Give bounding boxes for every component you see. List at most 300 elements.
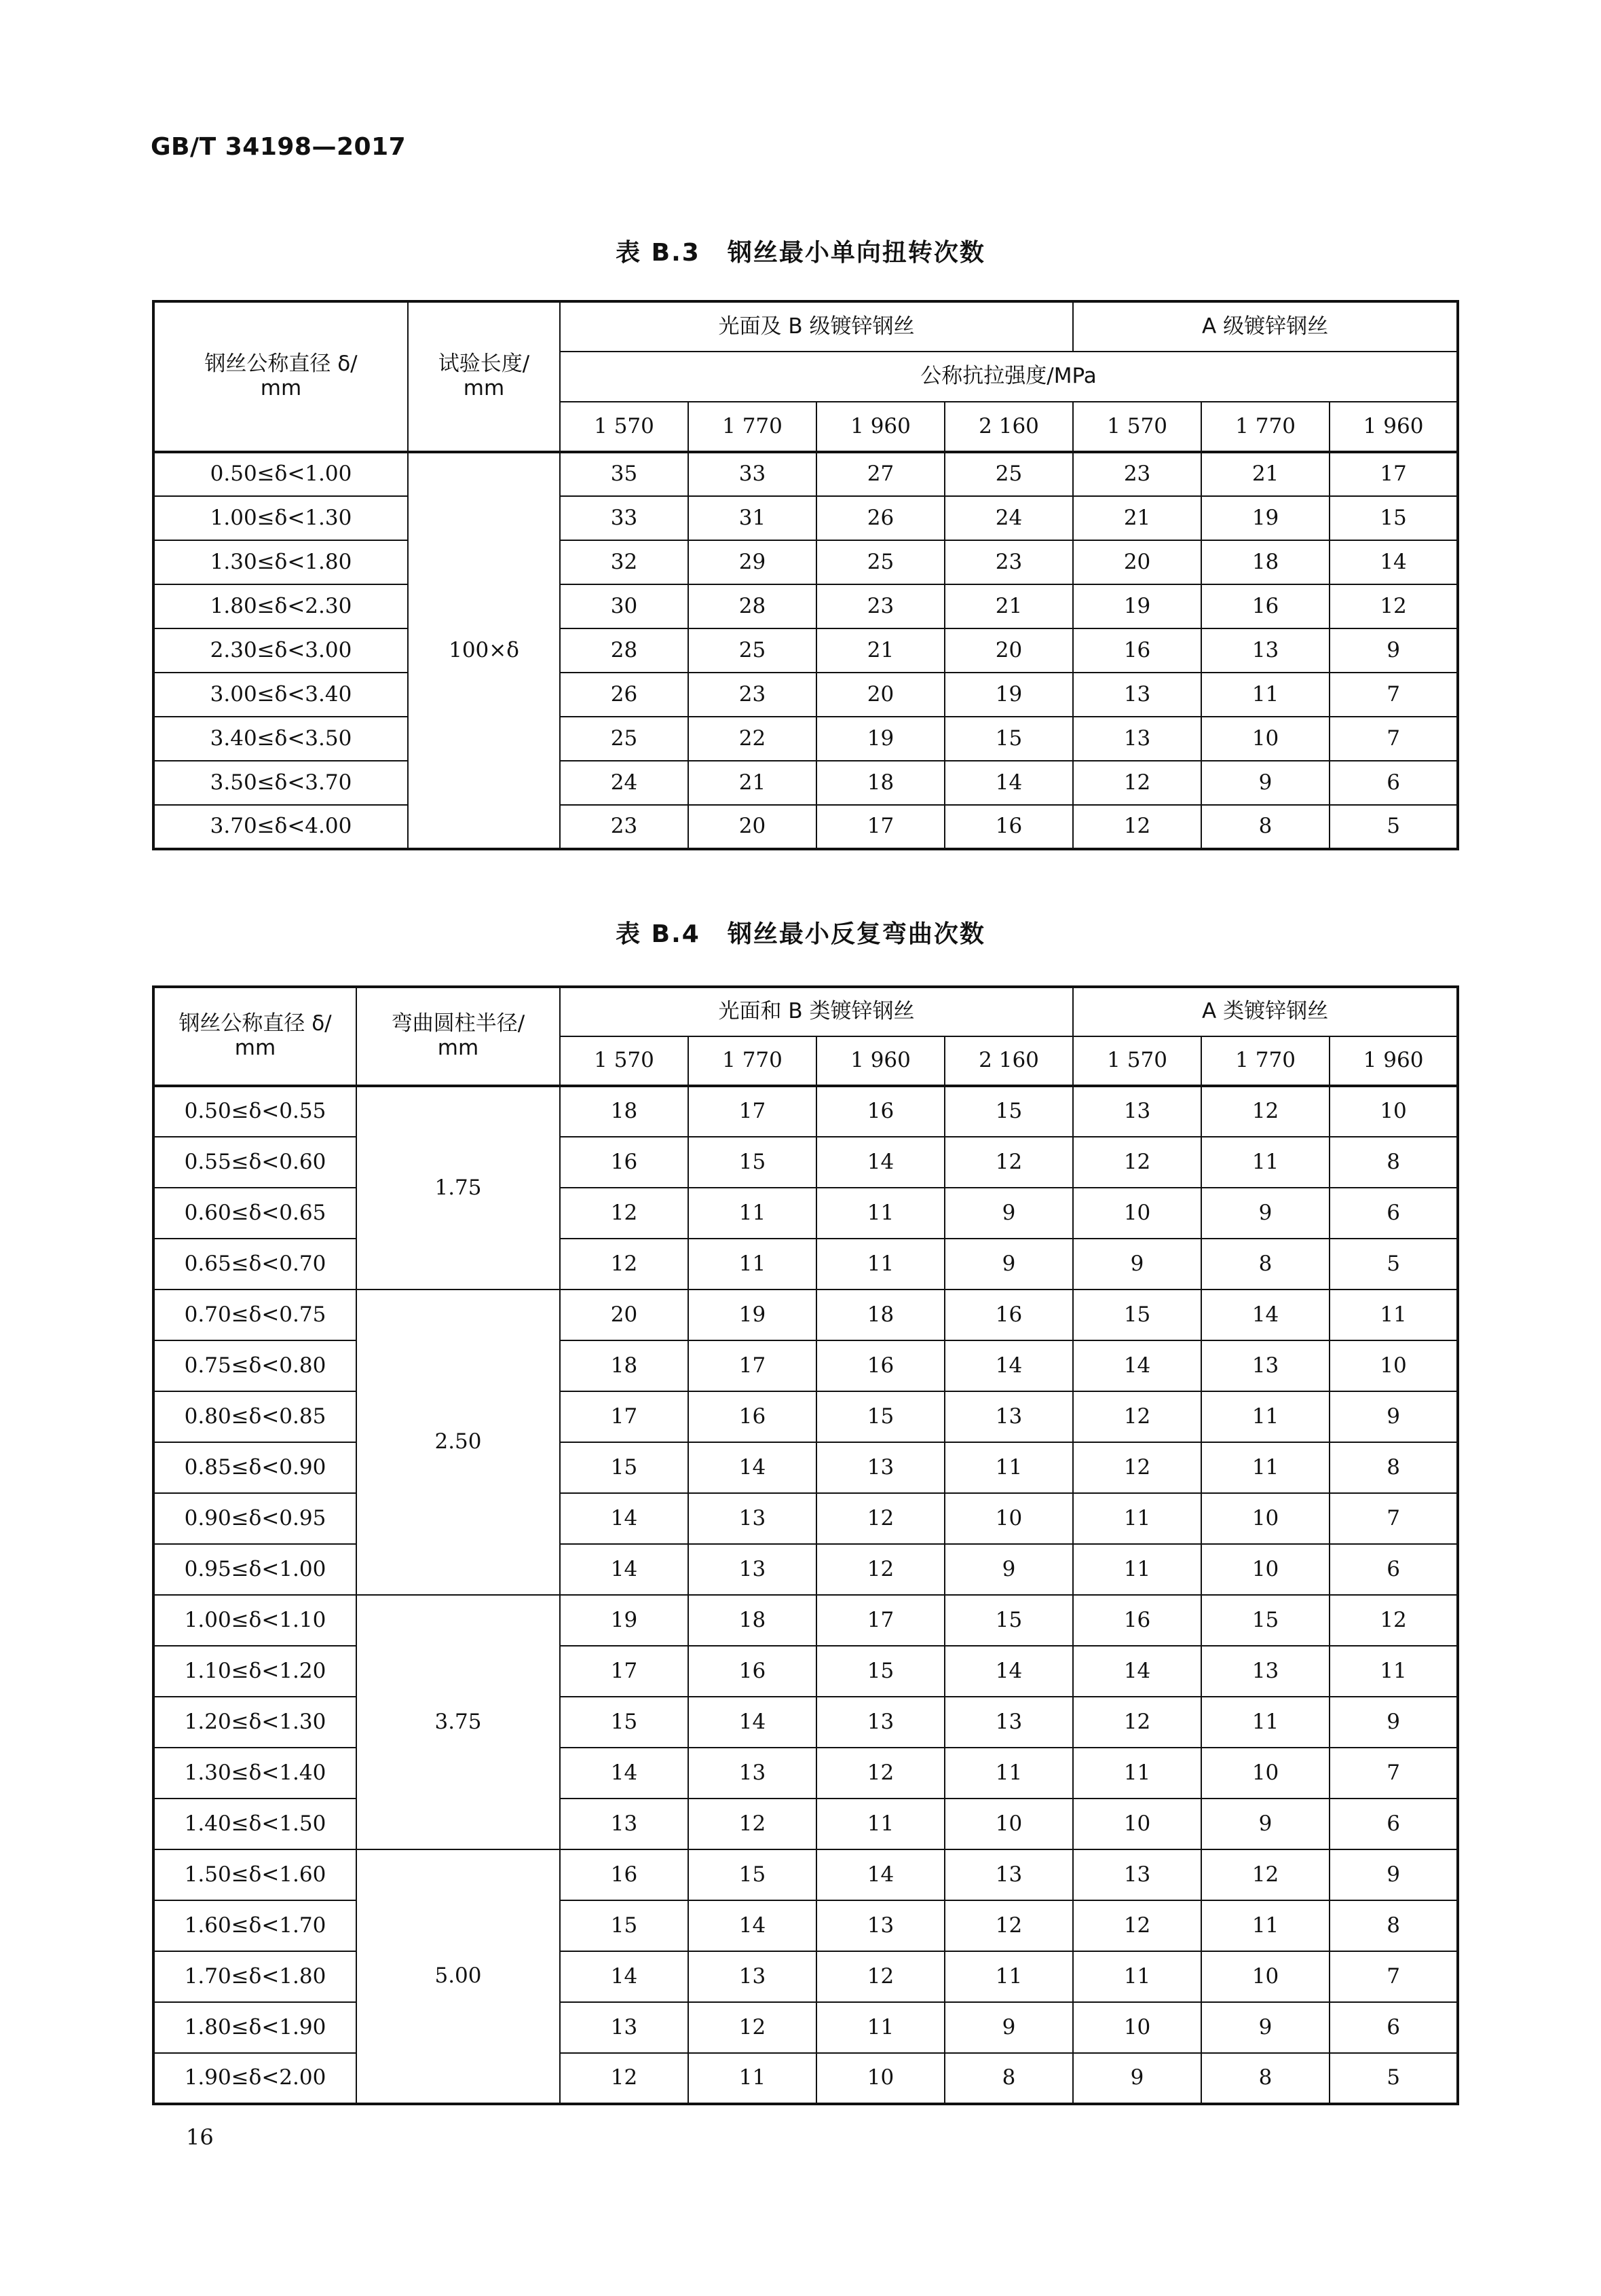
diameter-range-cell: 0.50≤δ<0.55 — [153, 1086, 356, 1137]
table-row — [153, 1849, 1458, 1900]
torsion-count-cell: 35 — [560, 452, 688, 496]
b3-header-diameter — [153, 301, 408, 452]
table-b4-number: 表 B.4 — [616, 920, 700, 948]
bend-count-cell: 12 — [945, 1137, 1073, 1188]
bend-count-cell: 12 — [1073, 1697, 1201, 1748]
torsion-count-cell: 21 — [1201, 452, 1330, 496]
table-row — [153, 1951, 1458, 2002]
bend-count-cell: 16 — [1073, 1595, 1201, 1646]
bend-count-cell: 14 — [1201, 1290, 1330, 1340]
torsion-count-cell: 9 — [1330, 628, 1458, 673]
bend-count-cell: 10 — [1073, 1799, 1201, 1849]
diameter-range-cell: 1.50≤δ<1.60 — [153, 1849, 356, 1900]
bend-count-cell: 11 — [1201, 1697, 1330, 1748]
bend-count-cell: 15 — [1201, 1595, 1330, 1646]
bend-count-cell: 10 — [945, 1799, 1073, 1849]
table-row — [153, 1188, 1458, 1239]
bend-count-cell: 13 — [1201, 1340, 1330, 1391]
torsion-count-cell: 8 — [1201, 805, 1330, 849]
bend-count-cell: 8 — [1330, 1900, 1458, 1951]
torsion-count-cell: 33 — [560, 496, 688, 540]
table-row — [153, 1442, 1458, 1493]
torsion-count-cell: 16 — [945, 805, 1073, 849]
bend-count-cell: 13 — [945, 1391, 1073, 1442]
bend-count-cell: 6 — [1330, 1544, 1458, 1595]
diameter-range-cell: 1.40≤δ<1.50 — [153, 1799, 356, 1849]
strength-header-cell: 1 960 — [1330, 1036, 1458, 1086]
strength-header-cell: 2 160 — [945, 402, 1073, 452]
bend-count-cell: 11 — [945, 1951, 1073, 2002]
bend-count-cell: 9 — [945, 2002, 1073, 2053]
torsion-count-cell: 18 — [1201, 540, 1330, 584]
bend-count-cell: 14 — [688, 1697, 816, 1748]
test-length-cell: 100×δ — [408, 452, 560, 849]
torsion-count-cell: 21 — [688, 761, 816, 805]
bend-count-cell: 10 — [1073, 1188, 1201, 1239]
torsion-count-cell: 25 — [816, 540, 945, 584]
torsion-count-cell: 21 — [1073, 496, 1201, 540]
bend-count-cell: 13 — [945, 1849, 1073, 1900]
torsion-count-cell: 23 — [560, 805, 688, 849]
strength-header-cell: 1 770 — [688, 1036, 816, 1086]
bend-count-cell: 15 — [945, 1595, 1073, 1646]
bend-count-cell: 17 — [688, 1086, 816, 1137]
torsion-count-cell: 23 — [816, 584, 945, 628]
diameter-range-cell: 1.80≤δ<1.90 — [153, 2002, 356, 2053]
bend-count-cell: 14 — [560, 1951, 688, 2002]
bend-count-cell: 17 — [688, 1340, 816, 1391]
torsion-count-cell: 19 — [945, 673, 1073, 717]
bend-count-cell: 11 — [688, 1239, 816, 1290]
bend-count-cell: 16 — [560, 1137, 688, 1188]
bend-count-cell: 10 — [945, 1493, 1073, 1544]
b3-header-strength-label: 公称抗拉强度/MPa — [560, 352, 1458, 402]
bend-count-cell: 9 — [1201, 2002, 1330, 2053]
diameter-range-cell: 3.00≤δ<3.40 — [153, 673, 408, 717]
bend-count-cell: 11 — [816, 1188, 945, 1239]
bend-count-cell: 15 — [688, 1849, 816, 1900]
table-b3-torsion — [152, 300, 1459, 850]
table-row — [153, 1748, 1458, 1799]
table-row — [153, 2002, 1458, 2053]
table-row — [153, 1799, 1458, 1849]
bend-count-cell: 10 — [1201, 1544, 1330, 1595]
bend-count-cell: 13 — [816, 1900, 945, 1951]
bend-count-cell: 12 — [816, 1544, 945, 1595]
b4-header-diameter-unit: mm — [234, 1036, 276, 1060]
torsion-count-cell: 10 — [1201, 717, 1330, 761]
bend-count-cell: 9 — [945, 1239, 1073, 1290]
bend-count-cell: 14 — [560, 1748, 688, 1799]
diameter-range-cell: 1.00≤δ<1.10 — [153, 1595, 356, 1646]
bend-count-cell: 17 — [560, 1391, 688, 1442]
bend-count-cell: 18 — [816, 1290, 945, 1340]
torsion-count-cell: 20 — [816, 673, 945, 717]
table-row — [153, 1290, 1458, 1340]
torsion-count-cell: 19 — [1201, 496, 1330, 540]
b4-header-diameter-label: 钢丝公称直径 δ/ — [178, 1011, 332, 1036]
diameter-range-cell: 1.80≤δ<2.30 — [153, 584, 408, 628]
b3-header-group-a: A 级镀锌钢丝 — [1073, 301, 1458, 352]
bend-count-cell: 12 — [1201, 1086, 1330, 1137]
bend-count-cell: 14 — [1073, 1646, 1201, 1697]
torsion-count-cell: 12 — [1330, 584, 1458, 628]
table-row — [153, 1137, 1458, 1188]
torsion-count-cell: 14 — [1330, 540, 1458, 584]
table-row — [153, 1544, 1458, 1595]
table-b3-caption — [0, 233, 1601, 268]
bend-count-cell: 11 — [1201, 1442, 1330, 1493]
table-row — [153, 2053, 1458, 2104]
bend-count-cell: 12 — [1073, 1442, 1201, 1493]
diameter-range-cell: 3.70≤δ<4.00 — [153, 805, 408, 849]
bend-count-cell: 15 — [816, 1391, 945, 1442]
table-row — [153, 1493, 1458, 1544]
diameter-range-cell: 1.30≤δ<1.40 — [153, 1748, 356, 1799]
bend-count-cell: 14 — [945, 1646, 1073, 1697]
table-row — [153, 1391, 1458, 1442]
diameter-range-cell: 0.60≤δ<0.65 — [153, 1188, 356, 1239]
bend-count-cell: 15 — [945, 1086, 1073, 1137]
torsion-count-cell: 15 — [945, 717, 1073, 761]
bend-count-cell: 9 — [1073, 1239, 1201, 1290]
bend-count-cell: 16 — [688, 1646, 816, 1697]
bend-radius-cell: 5.00 — [356, 1849, 560, 2104]
bend-radius-cell: 2.50 — [356, 1290, 560, 1595]
table-row — [153, 584, 1458, 628]
torsion-count-cell: 31 — [688, 496, 816, 540]
bend-count-cell: 13 — [688, 1748, 816, 1799]
bend-count-cell: 13 — [1201, 1646, 1330, 1697]
bend-count-cell: 11 — [1330, 1290, 1458, 1340]
torsion-count-cell: 11 — [1201, 673, 1330, 717]
diameter-range-cell: 1.60≤δ<1.70 — [153, 1900, 356, 1951]
torsion-count-cell: 23 — [1073, 452, 1201, 496]
bend-count-cell: 11 — [1073, 1544, 1201, 1595]
bend-count-cell: 8 — [1330, 1442, 1458, 1493]
bend-count-cell: 12 — [816, 1493, 945, 1544]
bend-count-cell: 16 — [945, 1290, 1073, 1340]
torsion-count-cell: 20 — [1073, 540, 1201, 584]
b3-header-group-bright: 光面及 B 级镀锌钢丝 — [560, 301, 1073, 352]
bend-count-cell: 11 — [1073, 1951, 1201, 2002]
bend-count-cell: 6 — [1330, 1188, 1458, 1239]
strength-header-cell: 1 570 — [560, 402, 688, 452]
bend-count-cell: 10 — [1201, 1493, 1330, 1544]
torsion-count-cell: 20 — [688, 805, 816, 849]
torsion-count-cell: 21 — [816, 628, 945, 673]
bend-count-cell: 10 — [1330, 1340, 1458, 1391]
b4-header-group-bright: 光面和 B 类镀锌钢丝 — [560, 987, 1073, 1036]
bend-count-cell: 12 — [816, 1951, 945, 2002]
bend-count-cell: 11 — [1073, 1748, 1201, 1799]
bend-count-cell: 13 — [560, 1799, 688, 1849]
torsion-count-cell: 25 — [945, 452, 1073, 496]
bend-count-cell: 12 — [1073, 1137, 1201, 1188]
bend-count-cell: 12 — [560, 1239, 688, 1290]
bend-count-cell: 16 — [688, 1391, 816, 1442]
bend-count-cell: 11 — [688, 1188, 816, 1239]
torsion-count-cell: 9 — [1201, 761, 1330, 805]
torsion-count-cell: 20 — [945, 628, 1073, 673]
torsion-count-cell: 16 — [1201, 584, 1330, 628]
bend-count-cell: 15 — [560, 1900, 688, 1951]
torsion-count-cell: 28 — [688, 584, 816, 628]
bend-count-cell: 12 — [1330, 1595, 1458, 1646]
bend-count-cell: 14 — [560, 1544, 688, 1595]
diameter-range-cell: 1.90≤δ<2.00 — [153, 2053, 356, 2104]
strength-header-cell: 1 570 — [1073, 1036, 1201, 1086]
bend-count-cell: 14 — [816, 1849, 945, 1900]
bend-count-cell: 12 — [1073, 1900, 1201, 1951]
torsion-count-cell: 13 — [1201, 628, 1330, 673]
bend-count-cell: 10 — [1201, 1748, 1330, 1799]
torsion-count-cell: 19 — [816, 717, 945, 761]
strength-header-cell: 1 960 — [1330, 402, 1458, 452]
bend-count-cell: 13 — [816, 1442, 945, 1493]
table-row — [153, 540, 1458, 584]
bend-count-cell: 10 — [1073, 2002, 1201, 2053]
diameter-range-cell: 0.85≤δ<0.90 — [153, 1442, 356, 1493]
bend-count-cell: 14 — [1073, 1340, 1201, 1391]
bend-count-cell: 10 — [1201, 1951, 1330, 2002]
torsion-count-cell: 6 — [1330, 761, 1458, 805]
b4-header-diameter — [153, 987, 356, 1086]
bend-count-cell: 13 — [816, 1697, 945, 1748]
table-row — [153, 1239, 1458, 1290]
bend-count-cell: 9 — [945, 1188, 1073, 1239]
bend-count-cell: 7 — [1330, 1748, 1458, 1799]
torsion-count-cell: 27 — [816, 452, 945, 496]
table-b4-body — [153, 1086, 1458, 2104]
bend-count-cell: 9 — [1330, 1697, 1458, 1748]
bend-count-cell: 15 — [560, 1442, 688, 1493]
bend-count-cell: 14 — [688, 1442, 816, 1493]
torsion-count-cell: 25 — [560, 717, 688, 761]
bend-count-cell: 12 — [816, 1748, 945, 1799]
strength-header-cell: 1 770 — [1201, 1036, 1330, 1086]
strength-header-cell: 1 570 — [1073, 402, 1201, 452]
diameter-range-cell: 1.30≤δ<1.80 — [153, 540, 408, 584]
bend-count-cell: 6 — [1330, 1799, 1458, 1849]
bend-count-cell: 8 — [1201, 2053, 1330, 2104]
bend-count-cell: 9 — [945, 1544, 1073, 1595]
bend-count-cell: 14 — [688, 1900, 816, 1951]
table-row — [153, 1697, 1458, 1748]
strength-header-cell: 2 160 — [945, 1036, 1073, 1086]
torsion-count-cell: 32 — [560, 540, 688, 584]
table-b3-body — [153, 452, 1458, 849]
table-b3-title: 钢丝最小单向扭转次数 — [727, 239, 985, 267]
diameter-range-cell: 3.50≤δ<3.70 — [153, 761, 408, 805]
page-number: 16 — [186, 2124, 214, 2150]
torsion-count-cell: 12 — [1073, 761, 1201, 805]
torsion-count-cell: 19 — [1073, 584, 1201, 628]
bend-count-cell: 5 — [1330, 2053, 1458, 2104]
bend-count-cell: 11 — [1201, 1900, 1330, 1951]
table-row — [153, 628, 1458, 673]
bend-count-cell: 10 — [1330, 1086, 1458, 1137]
bend-count-cell: 17 — [560, 1646, 688, 1697]
torsion-count-cell: 22 — [688, 717, 816, 761]
torsion-count-cell: 26 — [816, 496, 945, 540]
table-row — [153, 761, 1458, 805]
torsion-count-cell: 7 — [1330, 673, 1458, 717]
table-row — [153, 805, 1458, 849]
b4-header-radius-label: 弯曲圆柱半径/ — [391, 1011, 525, 1036]
bend-count-cell: 12 — [688, 1799, 816, 1849]
diameter-range-cell: 0.95≤δ<1.00 — [153, 1544, 356, 1595]
bend-radius-cell: 1.75 — [356, 1086, 560, 1290]
bend-count-cell: 13 — [688, 1951, 816, 2002]
diameter-range-cell: 0.75≤δ<0.80 — [153, 1340, 356, 1391]
bend-count-cell: 8 — [1330, 1137, 1458, 1188]
bend-count-cell: 12 — [1073, 1391, 1201, 1442]
bend-count-cell: 7 — [1330, 1951, 1458, 2002]
torsion-count-cell: 12 — [1073, 805, 1201, 849]
diameter-range-cell: 0.70≤δ<0.75 — [153, 1290, 356, 1340]
bend-count-cell: 13 — [1073, 1086, 1201, 1137]
torsion-count-cell: 30 — [560, 584, 688, 628]
table-b3-number: 表 B.3 — [616, 239, 700, 267]
torsion-count-cell: 21 — [945, 584, 1073, 628]
torsion-count-cell: 24 — [560, 761, 688, 805]
bend-count-cell: 9 — [1201, 1188, 1330, 1239]
bend-count-cell: 19 — [688, 1290, 816, 1340]
torsion-count-cell: 33 — [688, 452, 816, 496]
strength-header-cell: 1 770 — [688, 402, 816, 452]
bend-count-cell: 16 — [560, 1849, 688, 1900]
bend-count-cell: 9 — [1330, 1391, 1458, 1442]
table-row — [153, 496, 1458, 540]
torsion-count-cell: 7 — [1330, 717, 1458, 761]
torsion-count-cell: 16 — [1073, 628, 1201, 673]
bend-count-cell: 13 — [945, 1697, 1073, 1748]
table-row — [153, 1900, 1458, 1951]
strength-header-cell: 1 570 — [560, 1036, 688, 1086]
table-row — [153, 452, 1458, 496]
diameter-range-cell: 0.65≤δ<0.70 — [153, 1239, 356, 1290]
bend-count-cell: 12 — [1201, 1849, 1330, 1900]
diameter-range-cell: 1.10≤δ<1.20 — [153, 1646, 356, 1697]
b4-header-radius-unit: mm — [437, 1036, 479, 1060]
diameter-range-cell: 0.55≤δ<0.60 — [153, 1137, 356, 1188]
bend-count-cell: 18 — [560, 1340, 688, 1391]
strength-header-cell: 1 770 — [1201, 402, 1330, 452]
table-row — [153, 1086, 1458, 1137]
table-b4-header — [153, 987, 1458, 1086]
b3-header-diameter-label: 钢丝公称直径 δ/ — [204, 352, 358, 377]
b3-header-diameter-unit: mm — [260, 376, 302, 400]
bend-count-cell: 11 — [816, 2002, 945, 2053]
bend-count-cell: 6 — [1330, 2002, 1458, 2053]
bend-count-cell: 8 — [945, 2053, 1073, 2104]
bend-count-cell: 19 — [560, 1595, 688, 1646]
bend-count-cell: 13 — [688, 1544, 816, 1595]
diameter-range-cell: 0.90≤δ<0.95 — [153, 1493, 356, 1544]
bend-count-cell: 12 — [945, 1900, 1073, 1951]
table-row — [153, 673, 1458, 717]
torsion-count-cell: 15 — [1330, 496, 1458, 540]
bend-count-cell: 15 — [816, 1646, 945, 1697]
bend-count-cell: 11 — [945, 1442, 1073, 1493]
bend-count-cell: 14 — [945, 1340, 1073, 1391]
bend-count-cell: 12 — [688, 2002, 816, 2053]
torsion-count-cell: 17 — [1330, 452, 1458, 496]
bend-count-cell: 11 — [688, 2053, 816, 2104]
torsion-count-cell: 24 — [945, 496, 1073, 540]
torsion-count-cell: 18 — [816, 761, 945, 805]
table-row — [153, 1340, 1458, 1391]
bend-count-cell: 16 — [816, 1340, 945, 1391]
diameter-range-cell: 1.70≤δ<1.80 — [153, 1951, 356, 2002]
bend-count-cell: 8 — [1201, 1239, 1330, 1290]
torsion-count-cell: 29 — [688, 540, 816, 584]
bend-count-cell: 15 — [1073, 1290, 1201, 1340]
torsion-count-cell: 13 — [1073, 673, 1201, 717]
bend-count-cell: 11 — [1201, 1137, 1330, 1188]
diameter-range-cell: 2.30≤δ<3.00 — [153, 628, 408, 673]
bend-count-cell: 11 — [1330, 1646, 1458, 1697]
table-b4-title: 钢丝最小反复弯曲次数 — [727, 920, 985, 948]
bend-count-cell: 13 — [688, 1493, 816, 1544]
diameter-range-cell: 0.50≤δ<1.00 — [153, 452, 408, 496]
bend-count-cell: 9 — [1201, 1799, 1330, 1849]
b3-header-length-unit: mm — [463, 376, 505, 400]
table-b3-header — [153, 301, 1458, 452]
torsion-count-cell: 28 — [560, 628, 688, 673]
b3-header-length — [408, 301, 560, 452]
bend-count-cell: 5 — [1330, 1239, 1458, 1290]
bend-count-cell: 14 — [816, 1137, 945, 1188]
bend-count-cell: 14 — [560, 1493, 688, 1544]
bend-count-cell: 11 — [945, 1748, 1073, 1799]
torsion-count-cell: 23 — [945, 540, 1073, 584]
bend-count-cell: 20 — [560, 1290, 688, 1340]
b4-header-group-a: A 类镀锌钢丝 — [1073, 987, 1458, 1036]
bend-count-cell: 7 — [1330, 1493, 1458, 1544]
bend-count-cell: 16 — [816, 1086, 945, 1137]
diameter-range-cell: 1.20≤δ<1.30 — [153, 1697, 356, 1748]
torsion-count-cell: 13 — [1073, 717, 1201, 761]
bend-count-cell: 9 — [1073, 2053, 1201, 2104]
table-row — [153, 1595, 1458, 1646]
table-row — [153, 717, 1458, 761]
bend-count-cell: 18 — [560, 1086, 688, 1137]
bend-count-cell: 10 — [816, 2053, 945, 2104]
strength-header-cell: 1 960 — [816, 402, 945, 452]
torsion-count-cell: 5 — [1330, 805, 1458, 849]
bend-count-cell: 11 — [1073, 1493, 1201, 1544]
bend-count-cell: 18 — [688, 1595, 816, 1646]
bend-count-cell: 9 — [1330, 1849, 1458, 1900]
diameter-range-cell: 3.40≤δ<3.50 — [153, 717, 408, 761]
torsion-count-cell: 23 — [688, 673, 816, 717]
diameter-range-cell: 1.00≤δ<1.30 — [153, 496, 408, 540]
bend-count-cell: 11 — [816, 1799, 945, 1849]
bend-radius-cell: 3.75 — [356, 1595, 560, 1849]
bend-count-cell: 12 — [560, 1188, 688, 1239]
standard-code: GB/T 34198—2017 — [151, 133, 407, 161]
torsion-count-cell: 26 — [560, 673, 688, 717]
table-b4-caption — [0, 915, 1601, 949]
bend-count-cell: 15 — [560, 1697, 688, 1748]
table-row — [153, 1646, 1458, 1697]
torsion-count-cell: 17 — [816, 805, 945, 849]
bend-count-cell: 11 — [816, 1239, 945, 1290]
bend-count-cell: 11 — [1201, 1391, 1330, 1442]
table-b4-bending — [152, 985, 1459, 2105]
